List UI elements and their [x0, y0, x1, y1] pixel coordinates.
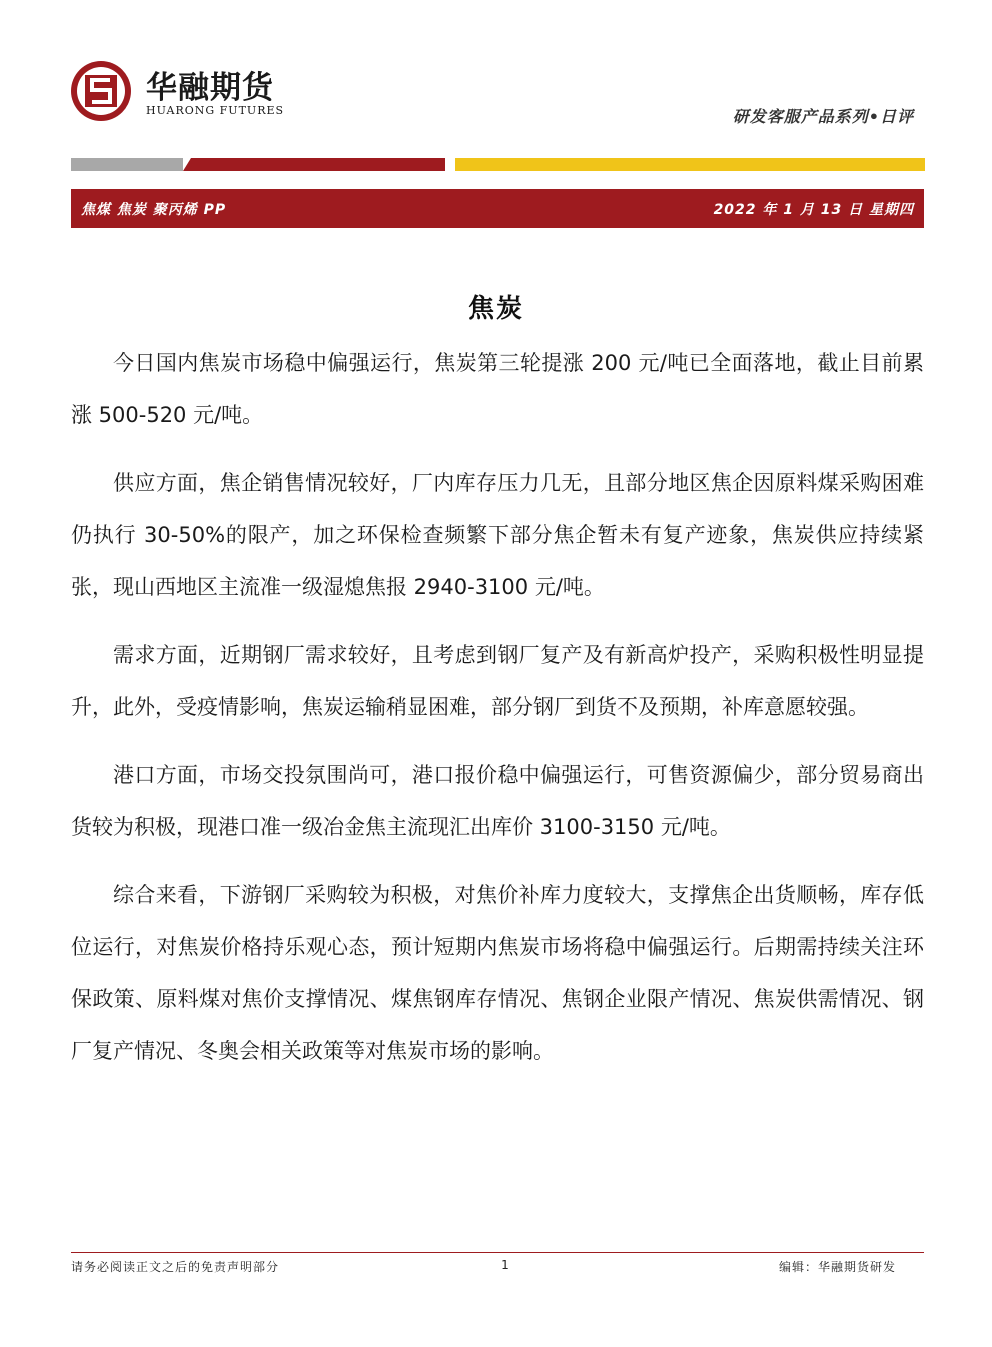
article-body [71, 337, 924, 1077]
header-strip-yellow [455, 158, 925, 171]
banner-date: 2022 年 1 月 13 日 星期四 [713, 202, 914, 218]
brand-name-cn: 华融期货 [146, 70, 274, 106]
product-banner [71, 189, 924, 228]
article-paragraph: 港口方面，市场交投氛围尚可，港口报价稳中偏强运行，可售资源偏少，部分贸易商出货较为积极，现港口准一级冶金焦主流现汇出库价 3100-3150 元/吨。 [71, 763, 924, 839]
report-series: 研发客服产品系列•日评 [732, 107, 914, 126]
footer-editor: 编辑：华融期货研发 [778, 1260, 896, 1274]
page-number: 1 [501, 1258, 509, 1272]
article-paragraph: 需求方面，近期钢厂需求较好，且考虑到钢厂复产及有新高炉投产，采购积极性明显提升，此外，受疫情影响，焦炭运输稍显困难，部分钢厂到货不及预期，补库意愿较强。 [71, 643, 924, 719]
brand-name-en: HUARONG FUTURES [146, 104, 285, 117]
article-paragraph: 综合来看，下游钢厂采购较为积极，对焦价补库力度较大，支撑焦企出货顺畅，库存低位运行，对焦炭价格持乐观心态，预计短期内焦炭市场将稳中偏强运行。后期需持续关注环保政策、原料煤对焦价支撑情况、煤焦钢库存情况、焦钢企业限产情况、焦炭供需情况、钢厂复产情况、冬奥会相关政策等对焦炭市场的影响。 [71, 883, 924, 1063]
article-title: 焦炭 [467, 294, 524, 324]
footer-divider [71, 1252, 924, 1253]
article-paragraph: 今日国内焦炭市场稳中偏强运行，焦炭第三轮提涨 200 元/吨已全面落地，截止目前累涨 500-520 元/吨。 [71, 351, 924, 427]
banner-products: 焦煤 焦炭 聚丙烯 PP [81, 202, 227, 218]
footer-disclaimer: 请务必阅读正文之后的免责声明部分 [71, 1260, 280, 1274]
huarong-logo-icon [70, 60, 132, 122]
article-paragraph: 供应方面，焦企销售情况较好，厂内库存压力几无，且部分地区焦企因原料煤采购困难仍执行 30-50%的限产，加之环保检查频繁下部分焦企暂未有复产迹象，焦炭供应持续紧张，现山西地区主流准一级湿熄焦报 2940-3100 元/吨。 [71, 471, 924, 599]
header-strip-gray [71, 158, 183, 171]
header-strip-red [183, 158, 445, 171]
